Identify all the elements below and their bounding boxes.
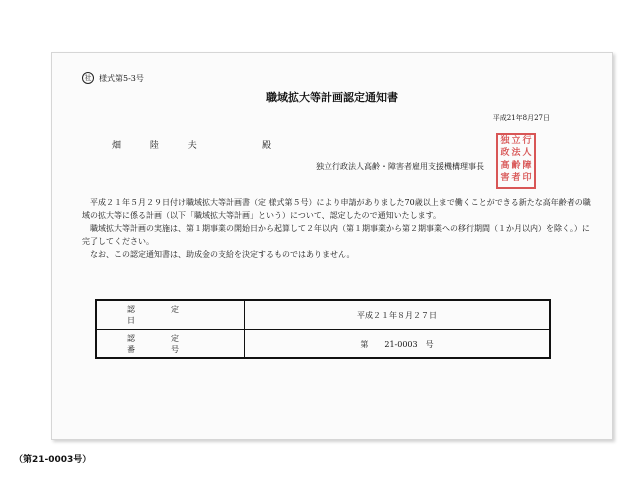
issuer-name: 独立行政法人高齢・障害者雇用支援機構理事長 bbox=[316, 162, 484, 171]
certificate-document bbox=[51, 52, 613, 440]
form-number-label: 様式第5-3号 bbox=[99, 73, 144, 83]
circle-mark-icon: 社 bbox=[82, 72, 94, 84]
official-seal-icon: 独 立 行 政 法 人 高 齢 障 害 者 印 bbox=[496, 133, 536, 189]
document-title: 職域拡大等計画認定通知書 bbox=[266, 91, 398, 104]
table-value-date: 平成２１年８月２７日 bbox=[357, 310, 437, 320]
addressee-honorific: 殿 bbox=[262, 141, 272, 151]
certification-table bbox=[95, 299, 551, 359]
form-number bbox=[82, 72, 144, 84]
addressee-name: 畑 陸 夫 bbox=[112, 141, 210, 151]
image-caption: （第21-0003号） bbox=[14, 455, 92, 465]
table-value-number: 第 21-0003 号 bbox=[360, 339, 434, 349]
table-row bbox=[97, 330, 549, 358]
paragraph-note: なお、この認定通知書は、助成金の支給を決定するものではありません。 bbox=[90, 250, 355, 259]
notice-body bbox=[82, 196, 594, 261]
table-label-number: 認定番号 bbox=[97, 330, 245, 358]
issue-date: 平成21年8月27日 bbox=[492, 114, 550, 122]
paragraph-approval: 平成２１年５月２９日付け職域拡大等計画書（定 様式第５号）により申請がありました70歳以上まで働くことができる新たな高年齢者の職域の拡大等に係る計画（以下「職域拡大等計画」という）について、認定したので通知いたします。 bbox=[82, 198, 591, 220]
table-row bbox=[97, 301, 549, 330]
table-label-date: 認定日 bbox=[97, 301, 245, 329]
paragraph-completion: 職域拡大等計画の実施は、第１期事業の開始日から起算して２年以内（第１期事業から第２期事業への移行期間（１か月以内）を除く。）に完了してください。 bbox=[82, 224, 590, 246]
